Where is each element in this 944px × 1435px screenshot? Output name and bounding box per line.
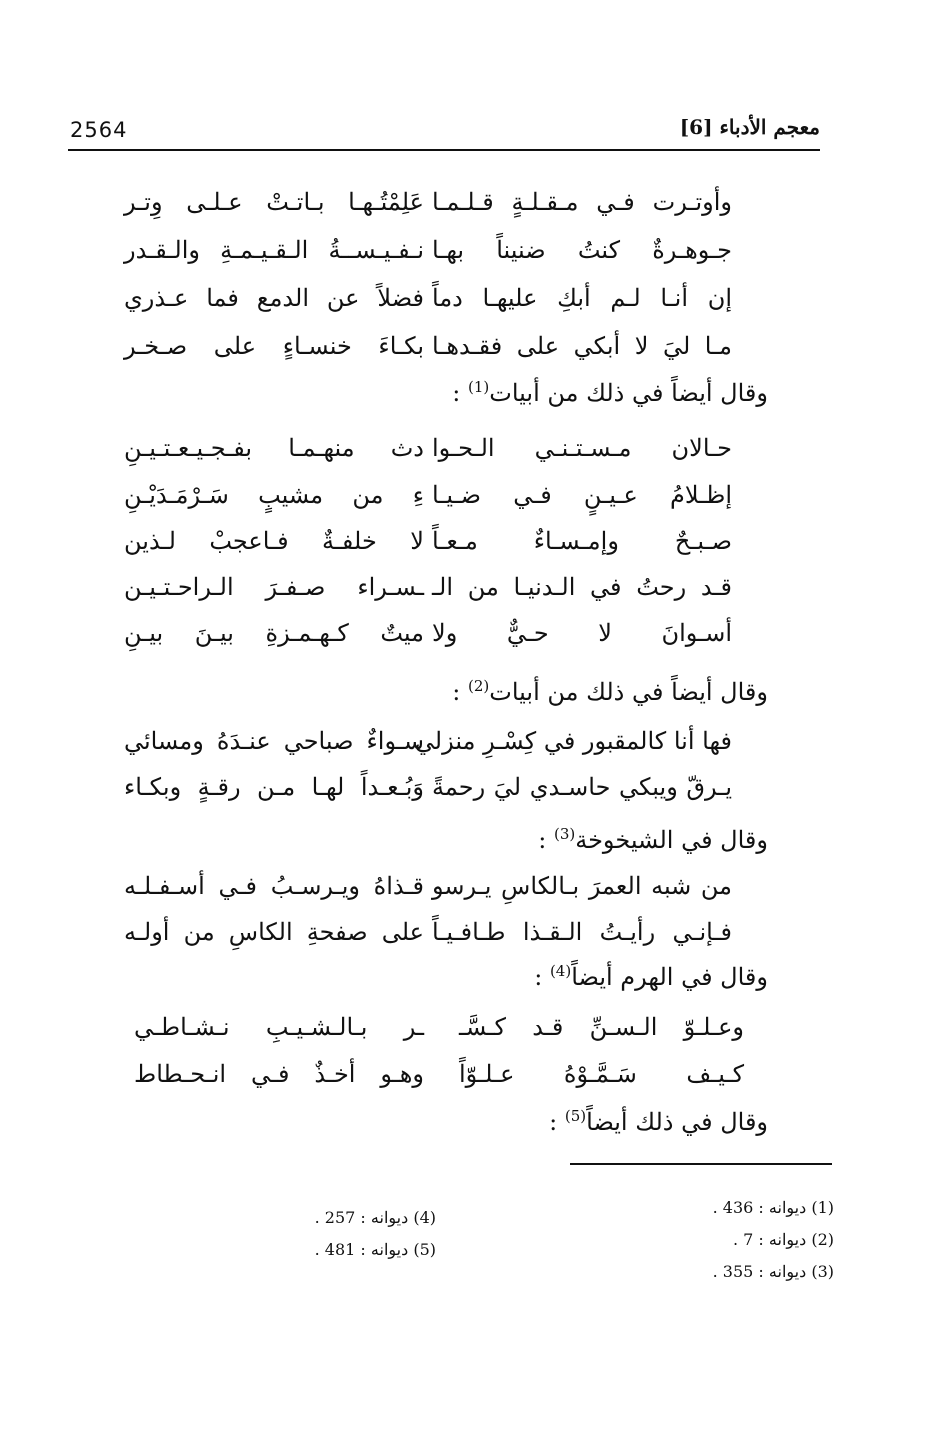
verse-first-hemistich: فـإنـي رأيـتُ الـقـذا طـافـيـاً [432,918,732,946]
intro-line [534,962,768,991]
verse-second-hemistich: وَبُـعـداً لهـا مـن رقـةٍ وبكـاء [124,773,424,801]
verse-first-hemistich: فها أنا كالمقبور في كِسْـرِ منزلي [414,727,732,755]
verse-first-hemistich: حـالان مـسـتـنـي الـحـوا [432,434,732,462]
verse-second-hemistich: فضلاً عن الدمع فما عـذري [124,284,424,312]
verse-second-hemistich: بكـاءَ خنسـاءٍ على صـخـر [124,332,424,360]
intro-tail: : [452,678,468,706]
verse-second-hemistich: سـواءٌ صباحي عنـدَهُ ومسائي [124,727,424,755]
verse-second-hemistich: عَلِمْتُـهـا بـاتـتْ عـلـى وِتـر [124,188,424,216]
intro-text: وقال في الشيخوخة [575,826,768,854]
footnote: (1) ديوانه : 436 . [712,1198,834,1217]
footnote-ref: (1) [467,378,490,396]
verse-first-hemistich: إن أنـا لـم أبكِ عليهـا دماً [432,284,732,312]
intro-tail: : [549,1108,565,1136]
verse-second-hemistich: لا خلفـةٌ فـاعجبْ لـذين [124,527,424,555]
verse-second-hemistich: ـسـراء صـفـرَ الـراحـتـيـن [124,573,424,601]
verse-second-hemistich: ءِ من مشيبٍ سَـرْمَـدَيْـنِ [124,481,424,509]
verse-first-hemistich: صـبـحٌ وإمـسـاءٌ مـعـاً [432,527,732,555]
footnote-ref: (4) [549,962,572,980]
footnote-ref: (3) [553,825,576,843]
intro-tail: : [452,379,468,407]
intro-line [549,1107,768,1136]
verse-first-hemistich: وعـلـوّ الـسـنِّ قـد كـسَّـ [459,1013,744,1041]
verse-first-hemistich: جـوهـرةٌ كنتُ ضنيناً بهـا [432,236,732,264]
page-number: 2564 [70,118,128,142]
intro-line [538,825,768,854]
footnote-ref: (2) [467,677,490,695]
intro-text: وقال في الهرم أيضاً [571,963,768,991]
verse-first-hemistich: من شبه العمرَ بـالكاسِ يـرسو [432,872,732,900]
verse-second-hemistich: دث منهـمـا بفـجـيـعـتـيـنِ [124,434,424,462]
footnote: (2) ديوانه : 7 . [732,1230,834,1249]
verse-first-hemistich: إظـلامُ عـيـنٍ فـي ضـيـا [432,481,732,509]
intro-text: وقال في ذلك أيضاً [586,1108,768,1136]
verse-first-hemistich: يـرقّ ويبكي حاسـدي ليَ رحمةً [432,773,732,801]
verse-first-hemistich: مـا ليَ لا أبكي على فقـدهـا [432,332,732,360]
verse-second-hemistich: ميتٌ كـهـمـزةِ بيـنَ بيـنِ [124,619,424,647]
footnote: (4) ديوانه : 257 . [314,1208,436,1227]
intro-text: وقال أيضاً في ذلك من أبيات [489,678,768,706]
footnote-rule [570,1163,832,1165]
verse-second-hemistich: نـفـيـســةُ الـقـيـمـةِ والـقـدر [124,236,424,264]
verse-first-hemistich: قـد رحتُ في الـدنيـا من الـ [432,573,732,601]
footnote: (3) ديوانه : 355 . [712,1262,834,1281]
intro-line [452,378,768,407]
intro-line [452,677,768,706]
verse-second-hemistich: على صفحةِ الكاسِ من أولـه [124,918,424,946]
intro-tail: : [538,826,554,854]
intro-text: وقال أيضاً في ذلك من أبيات [489,379,768,407]
intro-tail: : [534,963,550,991]
verse-second-hemistich: ـر بـالـشـيـبِ نـشـاطـي [134,1013,424,1041]
verse-first-hemistich: كـيـف سَـمَّـوْهُ عـلـوّاً [459,1060,744,1088]
verse-second-hemistich: وهـو أخـذٌ فـي انـحـطاط [134,1060,424,1088]
verse-first-hemistich: أسـوانَ لا حـيٌّ ولا [432,619,732,647]
verse-second-hemistich: قـذاهُ ويـرسـبُ فـي أسـفـلـه [124,872,424,900]
verse-first-hemistich: وأوتـرت فـي مـقـلـةٍ قـلـمـا [432,188,732,216]
running-title: معجم الأدباء [6] [679,115,820,139]
footnote-ref: (5) [564,1107,587,1125]
footnote: (5) ديوانه : 481 . [314,1240,436,1259]
